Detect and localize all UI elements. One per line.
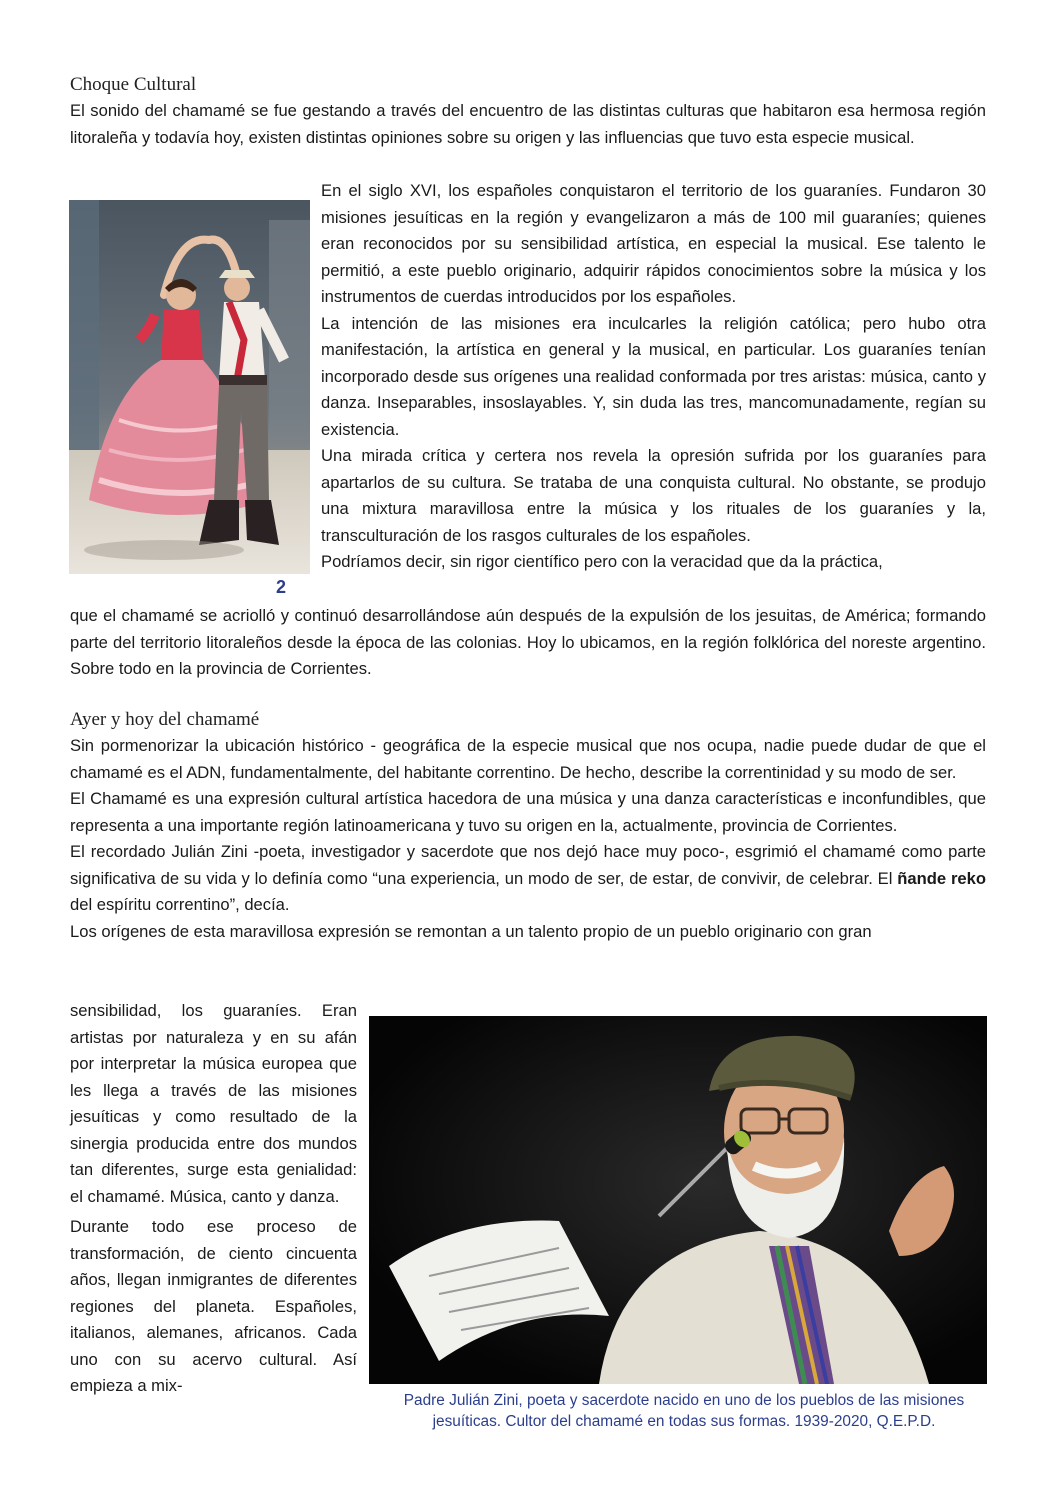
section2-full-width xyxy=(70,733,986,945)
paragraph-podriamos-start: Podríamos decir, sin rigor científico pero con la veracidad que da la práctica, xyxy=(321,552,883,571)
section-heading-ayer-y-hoy: Ayer y hoy del chamamé xyxy=(70,709,260,730)
dancers-photo xyxy=(69,200,310,574)
zini-illustration xyxy=(369,1016,987,1384)
paragraph-adn: Sin pormenorizar la ubicación histórico - geográfica de la especie musical que nos ocupa, nadie puede dudar de que el chamamé es el ADN, fundamentalmente, del habitante correntino. De hecho, describe la correntinidad y su modo de ser. xyxy=(70,736,986,782)
section-heading-choque-cultural: Choque Cultural xyxy=(70,74,197,95)
paragraph-julian-zini xyxy=(70,839,986,919)
paragraph-mirada-critica: Una mirada crítica y certera nos revela la opresión sufrida por los guaraníes para apartarlos de su cultura. Se trataba de una conquista cultural. No obstante, se produjo una mixtura maravillosa entre la música y los rituales de los guaraníes y la, transculturación de los rasgos culturales de los españoles. xyxy=(321,446,986,545)
zini-text-pre: El recordado Julián Zini -poeta, investigador y sacerdote que nos dejó hace muy poco-, esgrimió el chamamé como parte significativa de su vida y lo definía como “una experiencia, un modo de ser, de estar, de convivir, de celebrar. El xyxy=(70,842,986,888)
paragraph-podriamos-continued: que el chamamé se acriolló y continuó desarrollándose aún después de la expulsión de los jesuitas, de América; formando parte del territorio litoraleños desde la época de las colonias. Hoy lo ubicamos, en la región folklórica del noreste argentino. Sobre todo en la provincia de Corrientes. xyxy=(70,606,986,678)
paragraph-expresion-cultural: El Chamamé es una expresión cultural artística hacedora de una música y una danza características e inconfundibles, que representa a una importante región latinoamericana y tuvo su origen en la, actualmente, provincia de Corrientes. xyxy=(70,789,986,835)
paragraph-proceso-transformacion: Durante todo ese proceso de transformación, de ciento cincuenta años, llegan inmigrantes de diferentes regiones del planeta. Españoles, italianos, alemanes, africanos. Cada uno con su acervo cultural. Así empieza a mix- xyxy=(70,1217,357,1395)
paragraph-origenes-continued: sensibilidad, los guaraníes. Eran artistas por naturaleza y en su afán por interpretar la música europea que les llega a través de las misiones jesuíticas y como resultado de la sinergia producida entre dos mundos tan diferentes, surge esta genialidad: el chamamé. Música, canto y danza. xyxy=(70,1001,357,1206)
paragraph-origenes-start: Los orígenes de esta maravillosa expresión se remontan a un talento propio de un pueblo originario con gran xyxy=(70,921,872,941)
page-number: 2 xyxy=(276,577,287,597)
section1-right-column xyxy=(321,178,986,576)
paragraph-misiones: La intención de las misiones era inculcarles la religión católica; pero hubo otra manifestación, la artística en general y la musical, en particular. Los guaraníes tenían incorporado desde sus orígenes una realidad conformada por tres aristas: música, canto y danza. Inseparables, insoslayables. Y, sin duda las tres, mancomunadamente, regían su existencia. xyxy=(321,313,986,439)
julian-zini-photo xyxy=(369,1016,987,1384)
photo-caption-zini: Padre Julián Zini, poeta y sacerdote nacido en uno de los pueblos de las misiones jesuíticas. Cultor del chamamé en todas sus formas. 1939-2020, Q.E.P.D. xyxy=(403,1392,965,1430)
zini-text-post: del espíritu correntino”, decía. xyxy=(70,895,290,914)
nande-reko-bold: ñande reko xyxy=(897,868,986,888)
dancers-illustration xyxy=(69,200,310,574)
paragraph-siglo-xvi: En el siglo XVI, los españoles conquistaron el territorio de los guaraníes. Fundaron 30 misiones jesuíticas en la región y evangelizaron a más de 100 mil guaraníes; quienes eran reconocidos por su sensibilidad artística, en especial la musical. Ese talento le permitió, a este pueblo originario, adquirir rápidos conocimientos sobre la música y los instrumentos de cuerdas introducidos por los españoles. xyxy=(321,181,986,306)
intro-paragraph: El sonido del chamamé se fue gestando a través del encuentro de las distintas culturas que habitaron esa hermosa región litoraleña y todavía hoy, existen distintas opiniones sobre su origen y las influencias que tuvo esta especie musical. xyxy=(70,101,986,147)
section2-left-column xyxy=(70,998,357,1400)
